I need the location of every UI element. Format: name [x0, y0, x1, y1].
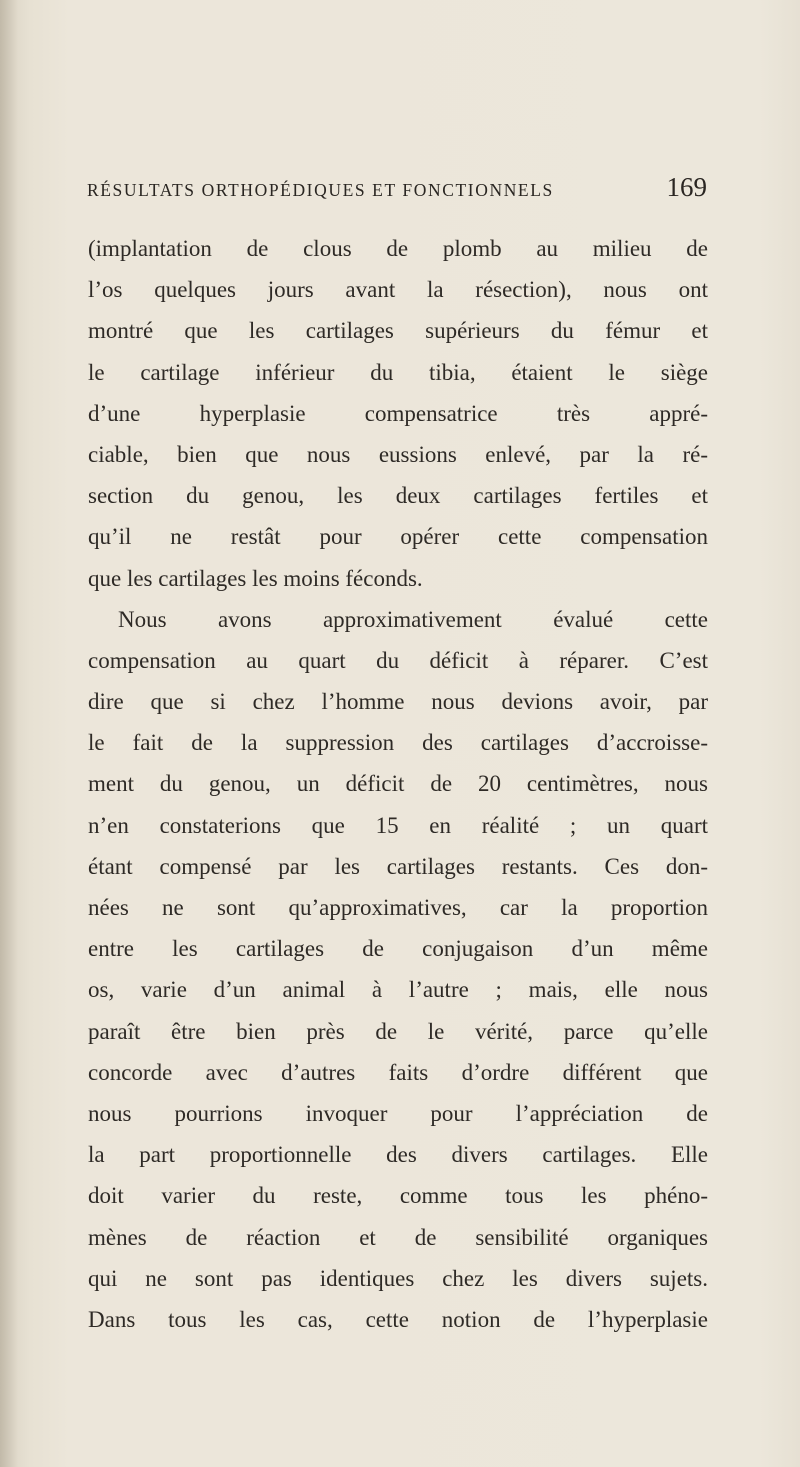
body-text [88, 228, 708, 1340]
text-line: ciable, bien que nous eussions enlevé, par la ré- [88, 441, 708, 467]
text-line: la part proportionnelle des divers cartilages. Elle [88, 1142, 708, 1168]
text-line: section du genou, les deux cartilages fertiles et [88, 483, 708, 509]
paragraph-start-line: Nous avons approximativement évalué cette [118, 606, 708, 632]
text-line: mènes de réaction et de sensibilité organiques [88, 1224, 708, 1250]
text-line: entre les cartilages de conjugaison d’un même [88, 936, 708, 962]
text-line: dire que si chez l’homme nous devions avoir, par [88, 689, 708, 715]
text-line: doit varier du reste, comme tous les phéno- [88, 1183, 708, 1209]
text-line: ment du genou, un déficit de 20 centimètres, nous [88, 771, 708, 797]
text-line: n’en constaterions que 15 en réalité ; un quart [88, 812, 708, 838]
text-line: le fait de la suppression des cartilages d’accroisse- [88, 730, 708, 756]
running-title: RÉSULTATS ORTHOPÉDIQUES ET FONCTIONNELS [87, 180, 554, 200]
text-line: que les cartilages les moins féconds. [88, 565, 423, 591]
text-line: nous pourrions invoquer pour l’appréciation de [88, 1100, 708, 1126]
page-header [87, 172, 707, 208]
page-edge-shadow [0, 0, 18, 1467]
text-line: qu’il ne restât pour opérer cette compensation [88, 524, 708, 550]
text-line: compensation au quart du déficit à réparer. C’est [88, 647, 708, 673]
page-number: 169 [666, 172, 707, 202]
text-line: os, varie d’un animal à l’autre ; mais, elle nous [88, 977, 708, 1003]
text-line: Dans tous les cas, cette notion de l’hyperplasie [88, 1306, 708, 1332]
text-line: qui ne sont pas identiques chez les divers sujets. [88, 1265, 708, 1291]
text-line: étant compensé par les cartilages restants. Ces don- [88, 853, 708, 879]
text-line: (implantation de clous de plomb au milieu de [88, 236, 708, 261]
text-line: le cartilage inférieur du tibia, étaient le siège [88, 359, 708, 385]
text-line: nées ne sont qu’approximatives, car la proportion [88, 895, 708, 920]
text-line: montré que les cartilages supérieurs du fémur et [88, 318, 708, 344]
text-line: d’une hyperplasie compensatrice très appré- [88, 400, 708, 426]
text-line: concorde avec d’autres faits d’ordre différent que [88, 1059, 708, 1085]
text-line: l’os quelques jours avant la résection), nous ont [88, 277, 708, 303]
text-line: paraît être bien près de le vérité, parce qu’elle [88, 1018, 708, 1044]
